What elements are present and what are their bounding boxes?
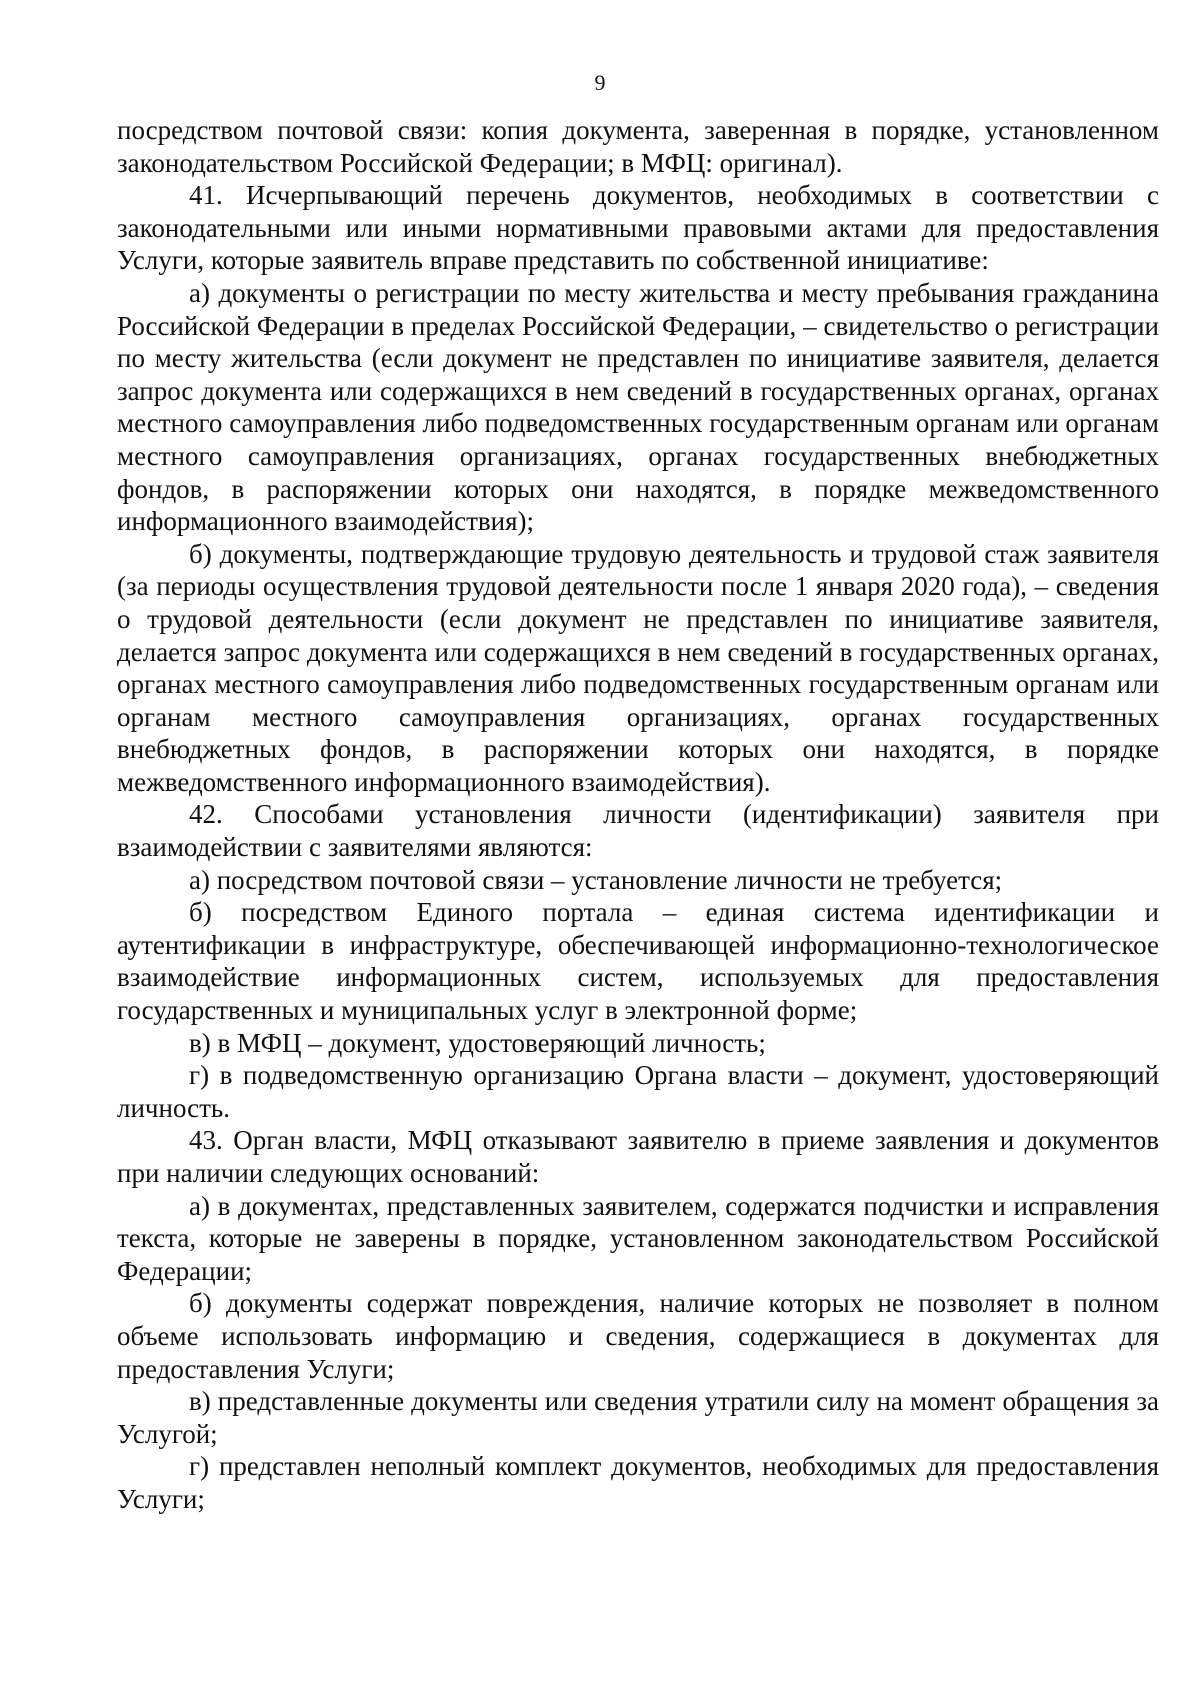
paragraph-clause-43-b: б) документы содержат повреждения, наличие которых не позволяет в полном объеме использовать информацию и сведения, содержащиеся в документах для предоставления Услуги; bbox=[117, 1288, 1159, 1384]
paragraph-clause-41-a: а) документы о регистрации по месту жительства и месту пребывания гражданина Российской Федерации в пределах Российской Федерации, – свидетельство о регистрации по месту жительства (если документ не представлен по инициативе заявителя, делается запрос документа или содержащихся в нем сведений в государственных органах, органах местного самоуправления либо подведомственных государственным органам или органам местного самоуправления организациях, органах государственных внебюджетных фондов, в распоряжении которых они находятся, в порядке межведомственного информационного взаимодействия); bbox=[117, 277, 1159, 537]
paragraph-continuation: посредством почтовой связи: копия документа, заверенная в порядке, установленном законодательством Российской Федерации; в МФЦ: оригинал). bbox=[117, 115, 1159, 178]
paragraph-clause-42: 42. Способами установления личности (идентификации) заявителя при взаимодействии с заявителями являются: bbox=[117, 799, 1159, 863]
paragraph-clause-42-a: а) посредством почтовой связи – установление личности не требуется; bbox=[189, 864, 1003, 895]
paragraph-clause-42-b: б) посредством Единого портала – единая система идентификации и аутентификации в инфраструктуре, обеспечивающей информационно-технологическое взаимодействие информационных систем, используемых для предоставления государственных и муниципальных услуг в электронной форме; bbox=[117, 897, 1159, 1026]
document-body bbox=[117, 114, 1159, 1516]
paragraph-clause-42-v: в) в МФЦ – документ, удостоверяющий личность; bbox=[189, 1027, 766, 1058]
paragraph-clause-43: 43. Орган власти, МФЦ отказывают заявителю в приеме заявления и документов при наличии следующих оснований: bbox=[117, 1125, 1159, 1188]
paragraph-clause-43-g: г) представлен неполный комплект документов, необходимых для предоставления Услуги; bbox=[117, 1451, 1159, 1514]
paragraph-clause-43-v: в) представленные документы или сведения утратили силу на момент обращения за Услугой; bbox=[117, 1386, 1159, 1449]
page-number: 9 bbox=[594, 70, 606, 95]
paragraph-clause-41-b: б) документы, подтверждающие трудовую деятельность и трудовой стаж заявителя (за периоды осуществления трудовой деятельности после 1 января 2020 года), – сведения о трудовой деятельности (если документ не представлен по инициативе заявителя, делается запрос документа или содержащихся в нем сведений в государственных органах, органах местного самоуправления либо подведомственных государственным органам или органам местного самоуправления организациях, органах государственных внебюджетных фондов, в распоряжении которых они находятся, в порядке межведомственного информационного взаимодействия). bbox=[117, 538, 1159, 797]
paragraph-clause-43-a: а) в документах, представленных заявителем, содержатся подчистки и исправления текста, которые не заверены в порядке, установленном законодательством Российской Федерации; bbox=[117, 1190, 1159, 1286]
paragraph-clause-41: 41. Исчерпывающий перечень документов, необходимых в соответствии с законодательными или иными нормативными правовыми актами для предоставления Услуги, которые заявитель вправе представить по собственной инициативе: bbox=[117, 180, 1159, 276]
paragraph-clause-42-g: г) в подведомственную организацию Органа власти – документ, удостоверяющий личность. bbox=[117, 1060, 1159, 1123]
